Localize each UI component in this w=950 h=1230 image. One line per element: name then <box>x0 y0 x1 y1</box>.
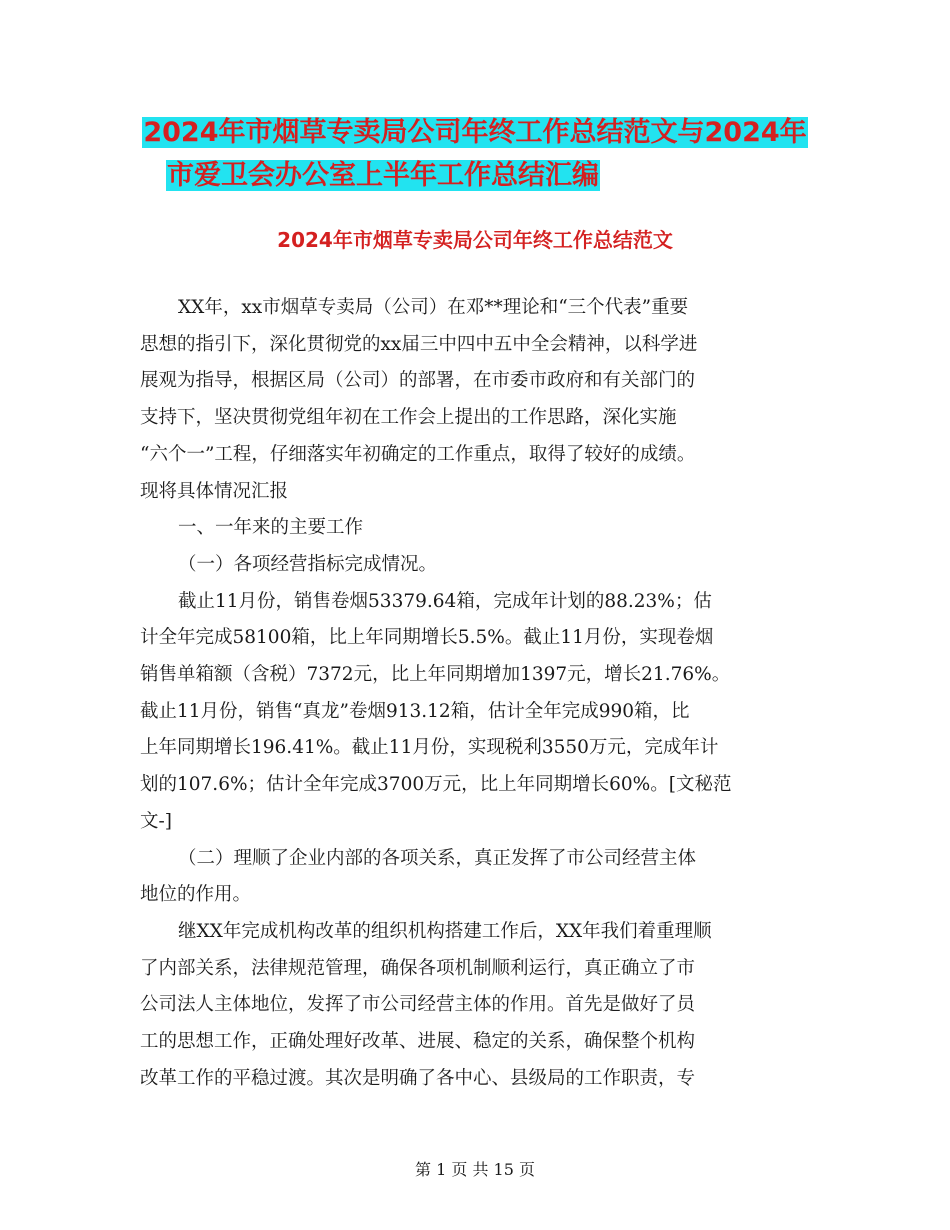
page-footer: 第 1 页 共 15 页 <box>415 1160 535 1179</box>
body-line: 工的思想工作，正确处理好改革、进展、稳定的关系，确保整个机构 <box>140 1031 696 1053</box>
body-line: 截止11月份，销售“真龙”卷烟913.12箱，估计全年完成990箱，比 <box>140 700 690 722</box>
body-line: 截止11月份，销售卷烟53379.64箱，完成年计划的88.23%；估 <box>178 590 712 612</box>
body-line: 展观为指导，根据区局（公司）的部署，在市委市政府和有关部门的 <box>140 370 696 392</box>
heading-line: 一、一年来的主要工作 <box>178 517 364 539</box>
body-line: “六个一”工程，仔细落实年初确定的工作重点，取得了较好的成绩。 <box>140 443 696 465</box>
body-line: XX年，xx市烟草专卖局（公司）在邓**理论和“三个代表”重要 <box>178 297 689 318</box>
main-title-line-2 <box>0 152 858 200</box>
body-line: 思想的指引下，深化贯彻党的xx届三中四中五中全会精神，以科学进 <box>140 333 698 355</box>
body-text <box>140 290 810 1097</box>
heading-line: （二）理顺了企业内部的各项关系，真正发挥了市公司经营主体 <box>178 847 697 869</box>
main-title-line-2-text: 市爱卫会办公室上半年工作总结汇编 <box>167 160 599 191</box>
body-line: 地位的作用。 <box>140 884 252 906</box>
main-title-line-1 <box>0 109 950 157</box>
heading-line: （一）各项经营指标完成情况。 <box>178 553 438 575</box>
body-line: 划的107.6%；估计全年完成3700万元，比上年同期增长60%。[文秘范 <box>140 774 732 796</box>
body-line: 文-] <box>140 810 172 832</box>
body-line: 继XX年完成机构改革的组织机构搭建工作后，XX年我们着重理顺 <box>178 920 712 942</box>
body-line: 上年同期增长196.41%。截止11月份，实现税利3550万元，完成年计 <box>140 737 719 759</box>
body-line: 公司法人主体地位，发挥了市公司经营主体的作用。首先是做好了员 <box>140 994 696 1016</box>
body-line: 销售单箱额（含税）7372元，比上年同期增加1397元，增长21.76%。 <box>140 664 731 686</box>
body-line: 改革工作的平稳过渡。其次是明确了各中心、县级局的工作职责，专 <box>140 1067 696 1089</box>
body-line: 了内部关系，法律规范管理，确保各项机制顺利运行，真正确立了市 <box>140 957 696 979</box>
section-title: 2024年市烟草专卖局公司年终工作总结范文 <box>277 228 673 252</box>
body-line: 支持下，坚决贯彻党组年初在工作会上提出的工作思路，深化实施 <box>140 407 677 429</box>
body-line: 现将具体情况汇报 <box>140 480 289 502</box>
main-title-line-1-text: 2024年市烟草专卖局公司年终工作总结范文与2024年 <box>143 117 807 148</box>
body-line: 计全年完成58100箱，比上年同期增长5.5%。截止11月份，实现卷烟 <box>140 627 714 649</box>
